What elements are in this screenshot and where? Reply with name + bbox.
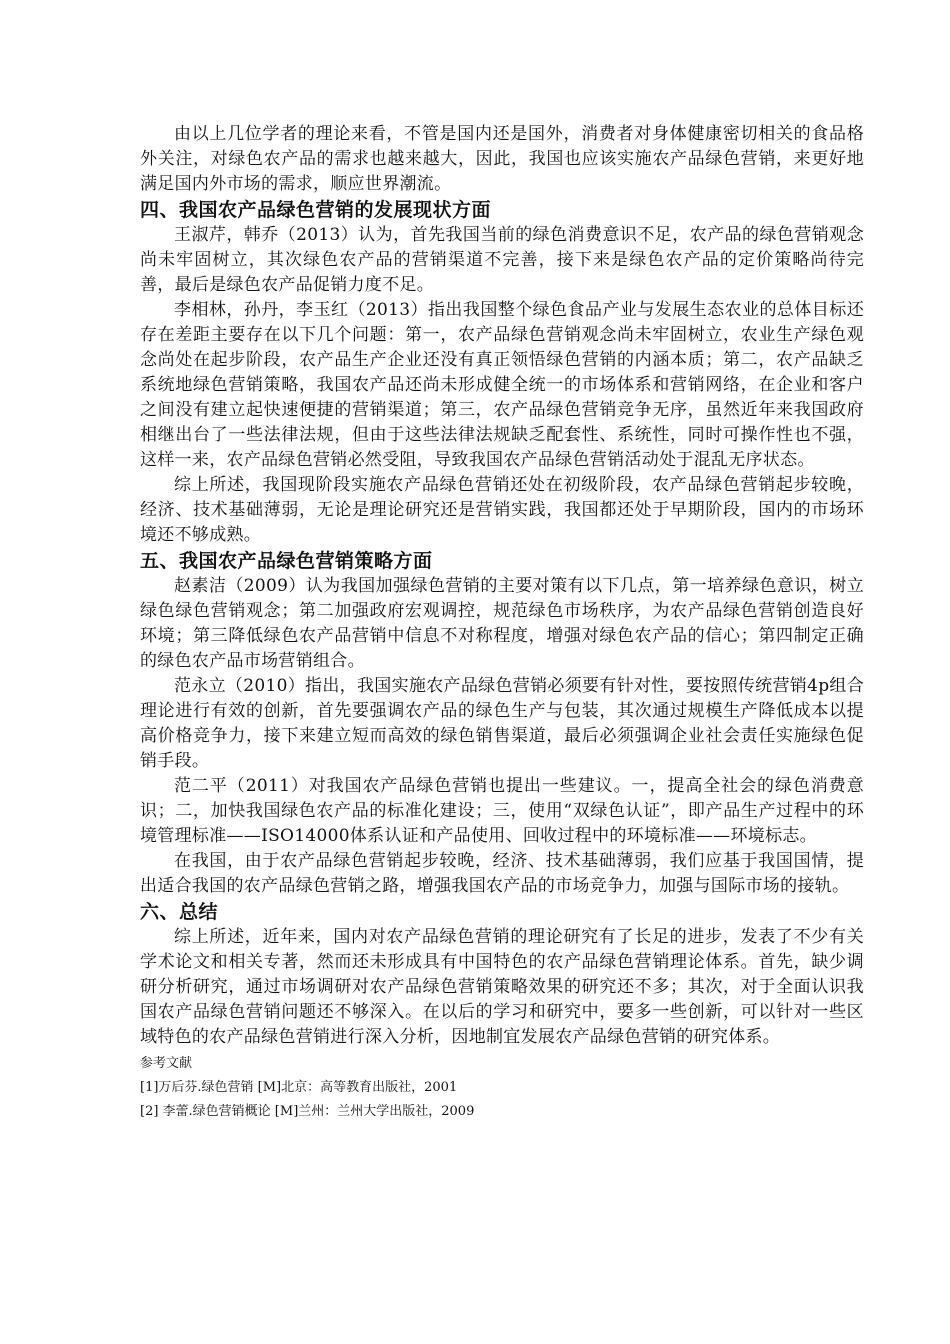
section-heading-strategy: 五、我国农产品绿色营销策略方面 [140, 550, 433, 572]
reference-item: [2] 李蕾.绿色营销概论 [M]兰州：兰州大学出版社，2009 [140, 1104, 475, 1119]
paragraph-theory-summary: 由以上几位学者的理论来看，不管是国内还是国外，消费者对身体健康密切相关的食品格外关注，对绿色农产品的需求也越来越大，因此，我国也应该实施农产品绿色营销，来更好地满足国内外市场的需求，顺应世界潮流。 [140, 124, 864, 194]
document-body [140, 122, 864, 1124]
paragraph-status-summary: 综上所述，我国现阶段实施农产品绿色营销还处在初级阶段，农产品绿色营销起步较晚，经济、技术基础薄弱，无论是理论研究还是营销实践，我国都还处于早期阶段，国内的市场环境还不够成熟。 [140, 475, 864, 545]
section-heading-conclusion: 六、总结 [140, 901, 219, 923]
paragraph-li-sun-li: 李相林，孙丹，李玉红（2013）指出我国整个绿色食品产业与发展生态农业的总体目标还存在差距主要存在以下几个问题：第一，农产品绿色营销观念尚未牢固树立，农业生产绿色观念尚处在起步阶段，农产品生产企业还没有真正领悟绿色营销的内涵本质；第二，农产品缺乏系统地绿色营销策略，我国农产品还尚未形成健全统一的市场体系和营销网络，在企业和客户之间没有建立起快速便捷的营销渠道；第三，农产品绿色营销竞争无序，虽然近年来我国政府相继出台了一些法律法规，但由于这些法律法规缺乏配套性、系统性，同时可操作性也不强，这样一来，农产品绿色营销必然受阻，导致我国农产品绿色营销活动处于混乱无序状态。 [140, 300, 864, 470]
section-heading-current-status: 四、我国农产品绿色营销的发展现状方面 [140, 199, 492, 221]
paragraph-wang-han: 王淑芹，韩乔（2013）认为，首先我国当前的绿色消费意识不足，农产品的绿色营销观念尚未牢固树立，其次绿色农产品的营销渠道不完善，接下来是绿色农产品的定价策略尚待完善，最后是绿色农产品促销力度不足。 [140, 225, 864, 295]
paragraph-fan-yongli: 范永立（2010）指出，我国实施农产品绿色营销必须要有针对性，要按照传统营销4p组合理论进行有效的创新，首先要强调农产品的绿色生产与包装，其次通过规模生产降低成本以提高价格竞争力，接下来建立短而高效的绿色销售渠道，最后必须强调企业社会责任实施绿色促销手段。 [140, 676, 864, 771]
reference-item: [1]万后芬.绿色营销 [M]北京：高等教育出版社，2001 [140, 1080, 458, 1095]
paragraph-fan-erping: 范二平（2011）对我国农产品绿色营销也提出一些建议。一，提高全社会的绿色消费意识；二，加快我国绿色农产品的标准化建设；三，使用“双绿色认证”，即产品生产过程中的环境管理标准——ISO14000体系认证和产品使用、回收过程中的环境标准——环境标志。 [140, 776, 864, 846]
paragraph-zhao: 赵素洁（2009）认为我国加强绿色营销的主要对策有以下几点，第一培养绿色意识，树立绿色绿色营销观念；第二加强政府宏观调控，规范绿色市场秩序，为农产品绿色营销创造良好环境；第三降低绿色农产品营销中信息不对称程度，增强对绿色农产品的信心；第四制定正确的绿色农产品市场营销组合。 [140, 576, 864, 671]
references-title: 参考文献 [140, 1056, 193, 1071]
paragraph-conclusion: 综上所述，近年来，国内对农产品绿色营销的理论研究有了长足的进步，发表了不少有关学术论文和相关专著，然而还未形成具有中国特色的农产品绿色营销理论体系。首先，缺少调研分析研究，通过市场调研对农产品绿色营销策略效果的研究还不多；其次，对于全面认识我国农产品绿色营销问题还不够深入。在以后的学习和研究中，要多一些创新，可以针对一些区域特色的农产品绿色营销进行深入分析，因地制宜发展农产品绿色营销的研究体系。 [140, 927, 864, 1047]
paragraph-strategy-summary: 在我国，由于农产品绿色营销起步较晚，经济、技术基础薄弱，我们应基于我国国情，提出适合我国的农产品绿色营销之路，增强我国农产品的市场竞争力，加强与国际市场的接轨。 [140, 851, 864, 896]
